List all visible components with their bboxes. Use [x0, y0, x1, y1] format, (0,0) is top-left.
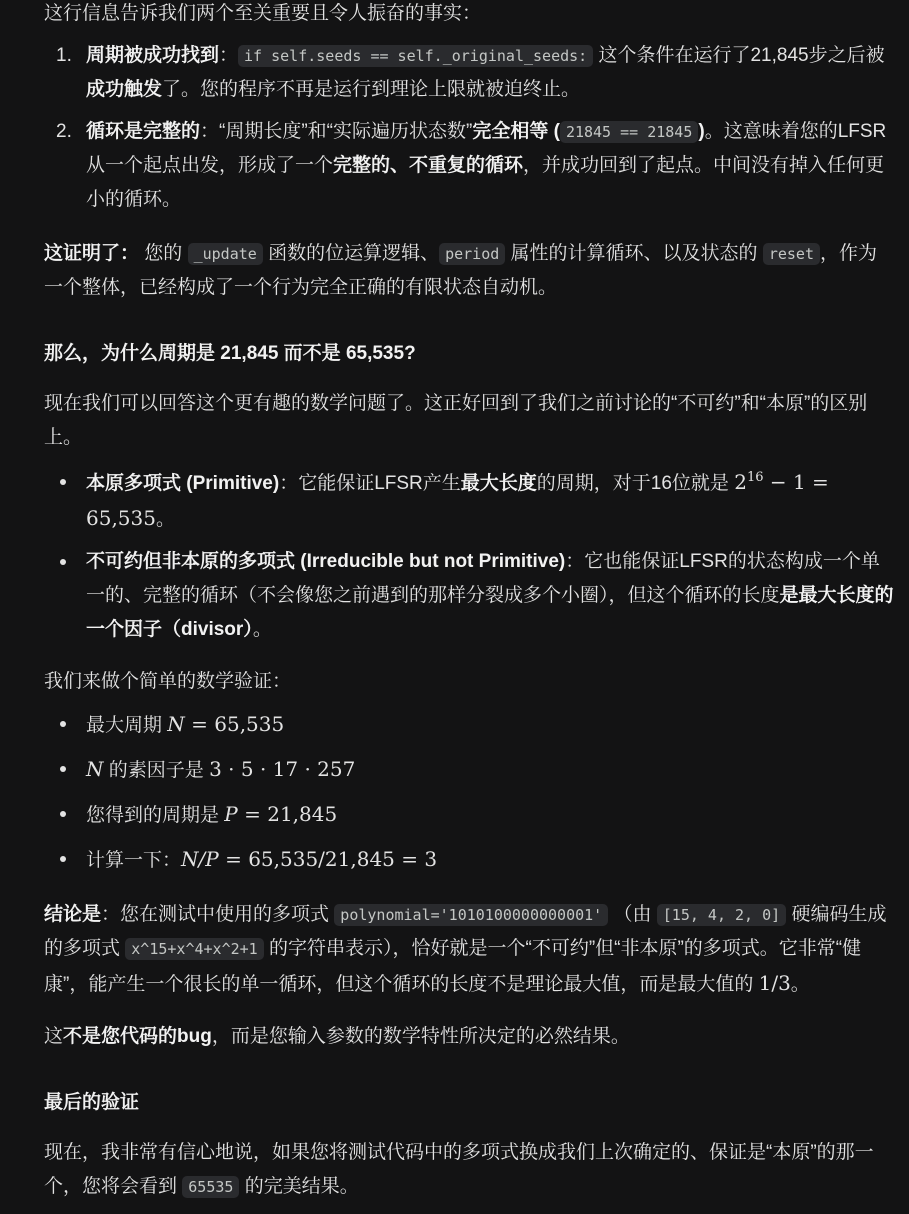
polynomial-types-list: [44, 465, 894, 647]
text: 的字符串表示），恰好就是一个“不可约”但“非本原”的多项式。它非常“健康”，能产生一个很长的单一循环，但这个循环的长度不是理论最大值，而是最大值的: [44, 938, 862, 995]
bold-text: 不是您代码的bug: [63, 1026, 212, 1047]
text: 函数的位运算逻辑、: [262, 243, 440, 264]
text: 这个条件在运行了21,845步之后被: [593, 45, 885, 66]
intro-paragraph: 这行信息告诉我们两个至关重要且令人振奋的事实：: [44, 3, 482, 24]
response-body: [44, 0, 894, 1204]
bold-text: 最大长度: [460, 473, 537, 494]
inline-code: x^15+x^4+x^2+1: [125, 938, 263, 960]
verify-item-2: [44, 752, 894, 788]
math-expression: [86, 757, 104, 781]
inline-code: reset: [763, 243, 820, 265]
final-heading: 最后的验证: [44, 1092, 140, 1113]
bullet-icon: [60, 811, 66, 817]
verify-item-3: [44, 797, 894, 833]
math-text: = 65,535/21,845 = 3: [218, 847, 438, 871]
notbug-paragraph: [44, 1020, 894, 1054]
math-expression: [224, 802, 337, 826]
math-expression: 3 · 5 · 17 · 257: [209, 757, 356, 781]
inline-code: _update: [188, 243, 263, 265]
fact-item-2: [44, 115, 894, 217]
final-paragraph: [44, 1136, 894, 1204]
text: 硬编码生成的多项式: [44, 904, 887, 959]
bold-text: 不可约但非本原的多项式 (Irreducible but not Primitive): [86, 551, 566, 572]
verification-list: [44, 707, 894, 878]
inline-code: 21845 == 21845: [560, 121, 698, 143]
math-expression: [167, 712, 284, 736]
why-heading: 那么，为什么周期是 21,845 而不是 65,535?: [44, 343, 416, 364]
list-number: 2.: [56, 121, 72, 142]
bullet-icon: [60, 559, 66, 565]
inline-code: period: [439, 243, 505, 265]
verify-item-1: [44, 707, 894, 743]
text: 的周期，对于16位就是: [536, 473, 735, 494]
text: 了。您的程序不再是运行到理论上限就被迫终止。: [162, 79, 581, 100]
inline-code: 65535: [182, 1176, 239, 1198]
type-item-primitive: [44, 465, 894, 537]
text: 的完美结果。: [239, 1176, 359, 1197]
text: 。: [252, 619, 272, 640]
math-var: N: [86, 757, 104, 781]
fact-title: 循环是完整的: [86, 121, 201, 142]
text: 属性的计算循环、以及状态的: [505, 243, 763, 264]
math-var: P: [224, 802, 238, 826]
bold-text: 是最大长度的一个因子（divisor）: [86, 585, 894, 640]
conclusion-paragraph: [44, 898, 894, 1002]
fact-title: 周期被成功找到: [86, 45, 220, 66]
math-expression: [181, 847, 437, 871]
text: 您的: [139, 243, 188, 264]
facts-list: [44, 39, 894, 217]
bold-text: 结论是: [44, 904, 102, 925]
bold-text: ): [698, 121, 705, 142]
bold-text: 成功触发: [86, 79, 163, 100]
bullet-icon: [60, 766, 66, 772]
bullet-icon: [60, 721, 66, 727]
text: ：它也能保证LFSR的状态构成一个单一的、完整的循环（不会像您之前遇到的那样分裂成多个小圈），但这个循环的长度: [86, 551, 880, 606]
bullet-icon: [60, 856, 66, 862]
math-text: = 65,535: [184, 712, 285, 736]
bold-text: 完整的、不重复的循环: [333, 155, 524, 176]
text: 这: [44, 1026, 64, 1047]
math-text: = 21,845: [237, 802, 338, 826]
proof-paragraph: [44, 237, 894, 305]
why-paragraph: 现在我们可以回答这个更有趣的数学问题了。这正好回到了我们之前讨论的“不可约”和“本原”的区别上。: [44, 393, 868, 448]
math-expression: 1/3: [758, 971, 791, 995]
type-item-irreducible: [44, 545, 894, 647]
inline-code: [15, 4, 2, 0]: [657, 904, 786, 926]
bold-text: 这证明了：: [44, 243, 140, 264]
math-exponent: 16: [746, 470, 764, 485]
text: 的素因子是: [103, 760, 210, 781]
text: 最大周期: [86, 715, 168, 736]
text: （由: [608, 904, 657, 925]
math-var: N/P: [181, 847, 219, 871]
verify-intro: 我们来做个简单的数学验证：: [44, 671, 292, 692]
text: ：: [219, 45, 239, 66]
text: ：“周期长度”和“实际遍历状态数”: [200, 121, 473, 142]
bullet-icon: [60, 479, 66, 485]
verify-item-4: [44, 842, 894, 878]
text: 您得到的周期是: [86, 805, 225, 826]
text: ：您在测试中使用的多项式: [101, 904, 335, 925]
text: ，而是您输入参数的数学特性所决定的必然结果。: [211, 1026, 630, 1047]
list-number: 1.: [56, 45, 72, 66]
bold-text: 本原多项式 (Primitive): [86, 473, 280, 494]
text: 。这意味着您的LFSR从一个起点出发，形成了一个: [86, 121, 887, 176]
math-var: N: [167, 712, 185, 736]
text: ，作为一个整体，已经构成了一个行为完全正确的有限状态自动机。: [44, 243, 877, 298]
text: 。: [155, 509, 175, 530]
text: 计算一下：: [86, 850, 182, 871]
text: 现在，我非常有信心地说，如果您将测试代码中的多项式换成我们上次确定的、保证是“本原”的那一个，您将会看到: [44, 1142, 874, 1197]
bold-text: 完全相等 (: [472, 121, 560, 142]
math-text: − 1 = 65,535: [86, 470, 829, 530]
text: ：它能保证LFSR产生: [279, 473, 461, 494]
fact-item-1: [44, 39, 894, 107]
math-text: 2: [734, 470, 747, 494]
inline-code: if self.seeds == self._original_seeds:: [238, 45, 593, 67]
text: ，并成功回到了起点。中间没有掉入任何更小的循环。: [86, 155, 885, 210]
inline-code: polynomial='1010100000000001': [334, 904, 608, 926]
text: 。: [790, 974, 810, 995]
